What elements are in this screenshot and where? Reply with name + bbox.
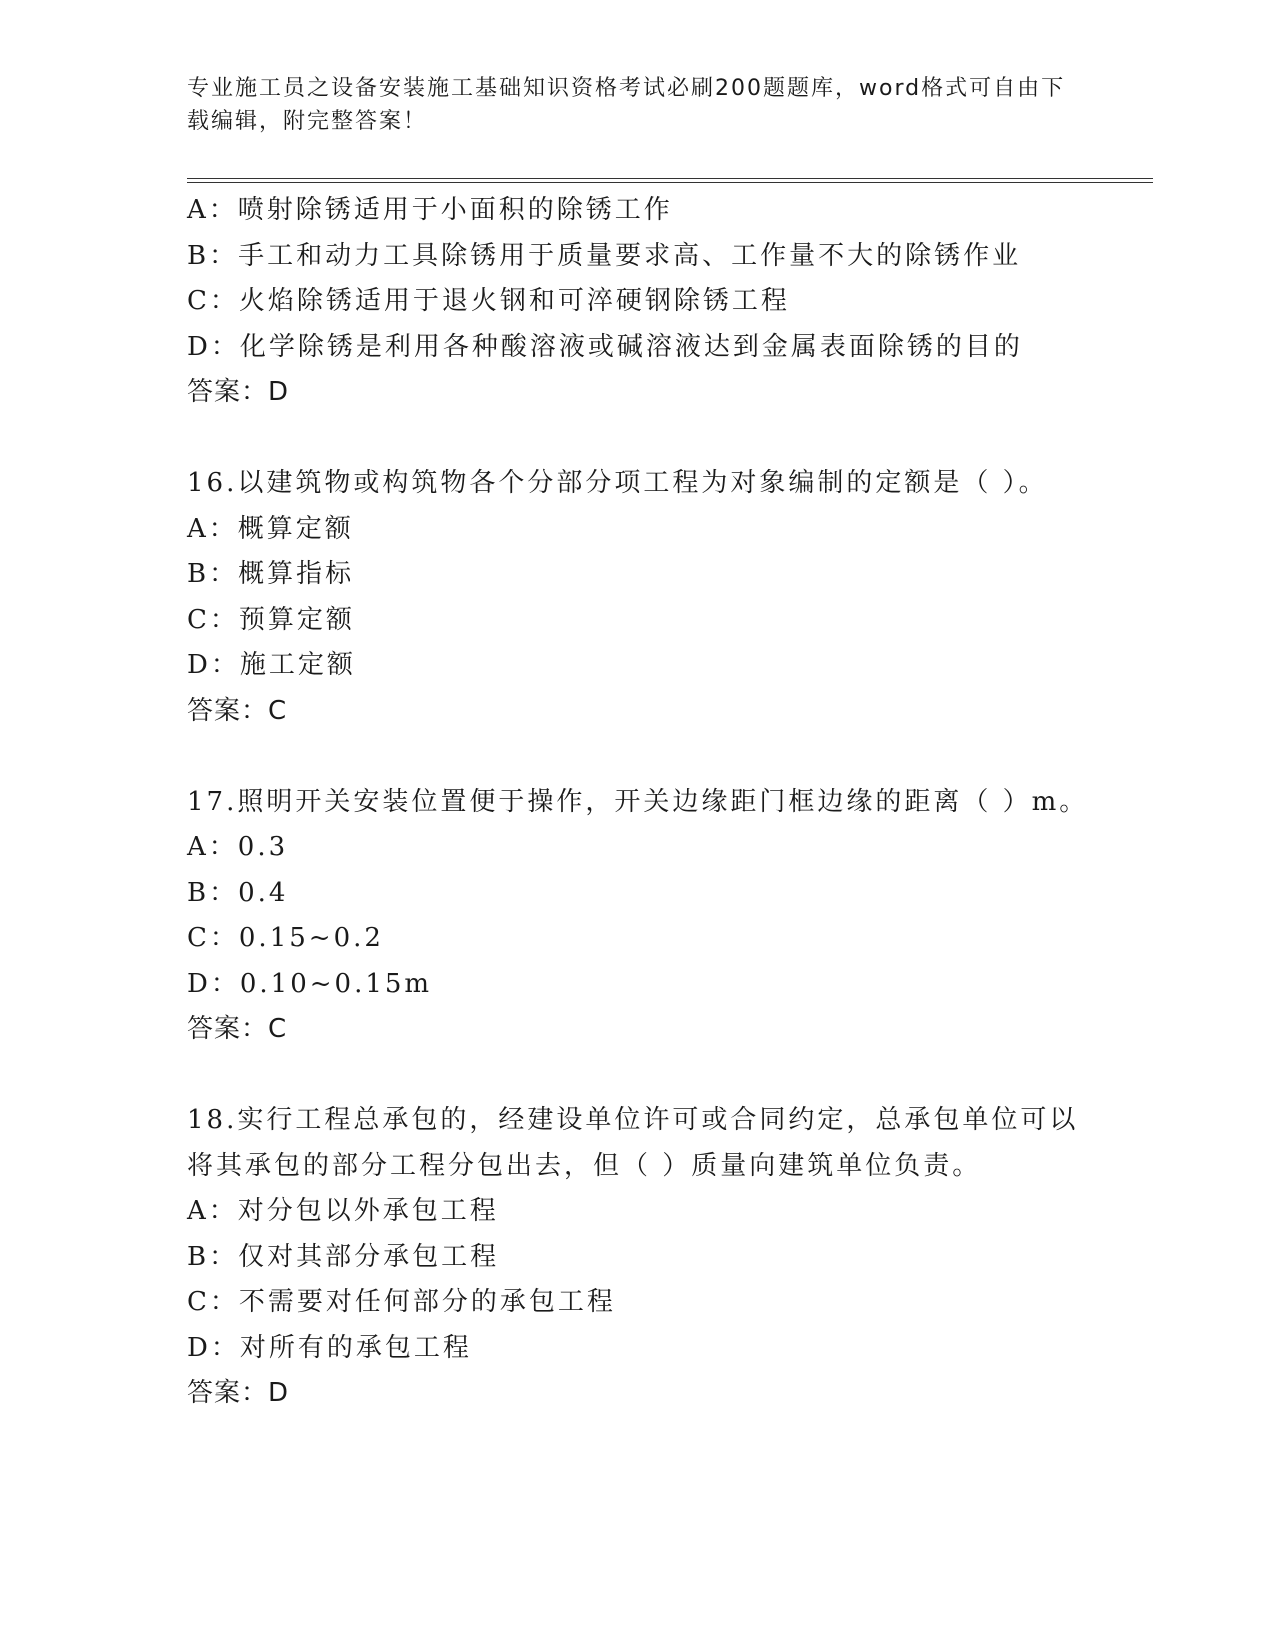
answer-line: 答案：D [187, 377, 290, 407]
header-divider-bottom [187, 182, 1153, 183]
question-spacer [187, 416, 1157, 462]
option-a: A：0.3 [187, 832, 289, 862]
option-a: A：概算定额 [187, 513, 354, 544]
question-stem-line-1: 18.实行工程总承包的，经建设单位许可或合同约定，总承包单位可以 [187, 1105, 1079, 1135]
option-d: D：对所有的承包工程 [187, 1332, 472, 1363]
option-b: B：仅对其部分承包工程 [187, 1241, 500, 1272]
question-spacer [187, 734, 1157, 780]
option-c: C：火焰除锈适用于退火钢和可淬硬钢除锈工程 [187, 286, 790, 316]
option-d: D：化学除锈是利用各种酸溶液或碱溶液达到金属表面除锈的目的 [187, 331, 1023, 362]
option-b: B：0.4 [187, 877, 289, 908]
option-a: A：对分包以外承包工程 [187, 1196, 499, 1226]
option-b: B：手工和动力工具除锈用于质量要求高、工作量不大的除锈作业 [187, 240, 1022, 271]
question-block-16 [187, 461, 1157, 734]
document-header: 专业施工员之设备安装施工基础知识资格考试必刷200题题库，word格式可自由下载编辑，附完整答案！ [187, 76, 1066, 134]
question-content [187, 188, 1157, 1417]
question-spacer [187, 1053, 1157, 1099]
answer-line: 答案：C [187, 1014, 288, 1044]
option-d: D：施工定额 [187, 650, 356, 680]
answer-line: 答案：D [187, 1378, 290, 1408]
option-b: B：概算指标 [187, 559, 355, 589]
option-c: C：预算定额 [187, 604, 355, 635]
option-c: C：不需要对任何部分的承包工程 [187, 1287, 616, 1317]
option-a: A：喷射除锈适用于小面积的除锈工作 [187, 195, 673, 225]
question-stem-line-2: 将其承包的部分工程分包出去，但（ ）质量向建筑单位负责。 [187, 1150, 982, 1181]
header-divider-top [187, 178, 1153, 179]
question-block-15 [187, 188, 1157, 416]
question-block-18 [187, 1098, 1157, 1417]
question-block-17 [187, 780, 1157, 1053]
question-stem: 17.照明开关安装位置便于操作，开关边缘距门框边缘的距离（ ）m。 [187, 786, 1089, 817]
answer-line: 答案：C [187, 695, 288, 726]
option-c: C：0.15~0.2 [187, 923, 384, 953]
question-stem: 16.以建筑物或构筑物各个分部分项工程为对象编制的定额是（ ）。 [187, 468, 1048, 498]
option-d: D：0.10~0.15m [187, 968, 433, 999]
